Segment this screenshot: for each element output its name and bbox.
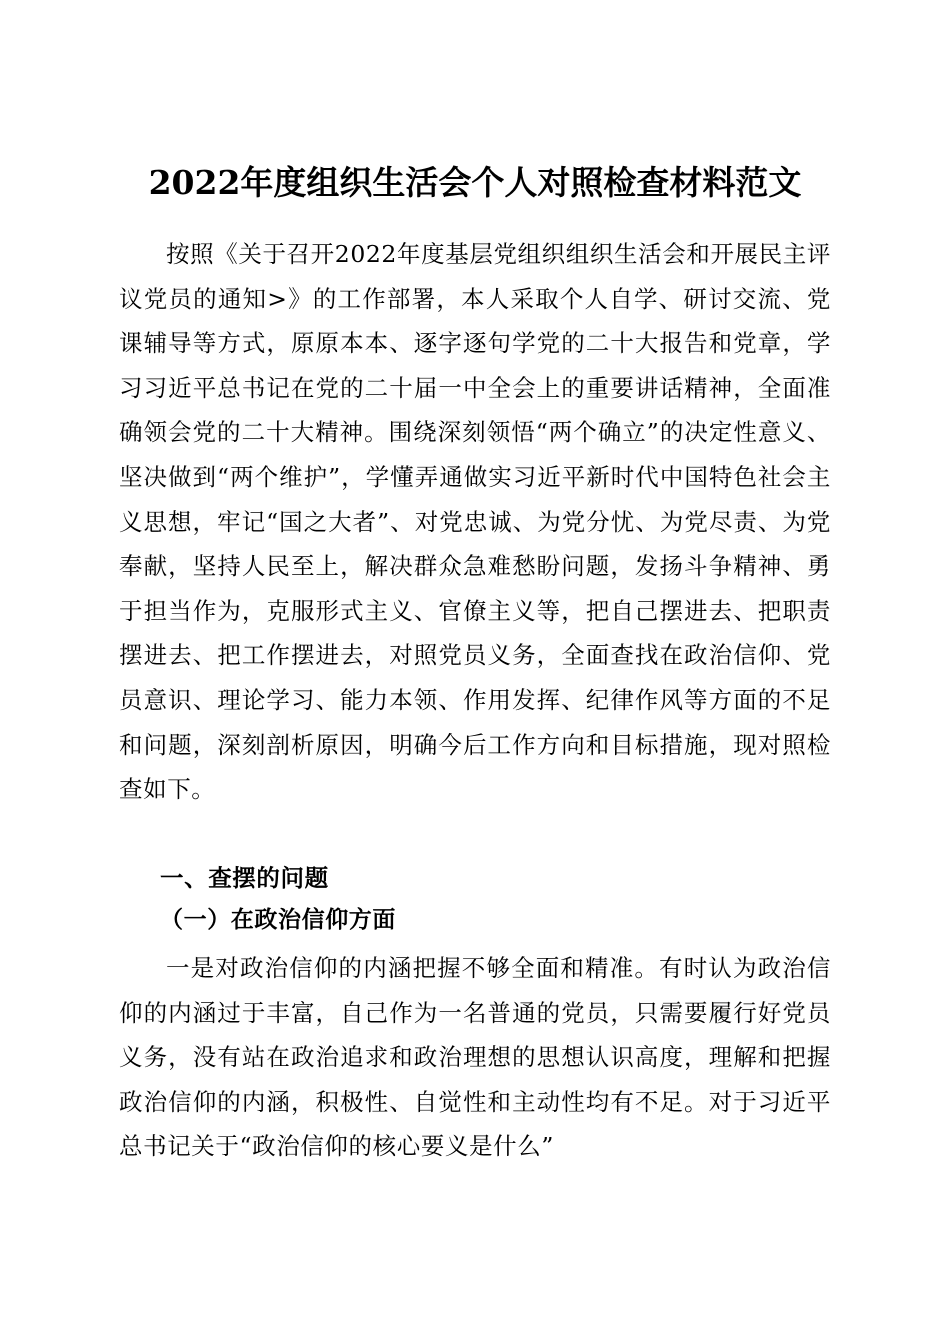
political-belief-paragraph: 一是对政治信仰的内涵把握不够全面和精准。有时认为政治信仰的内涵过于丰富，自己作为一名普通的党员，只需要履行好党员义务，没有站在政治追求和政治理想的思想认识高度，理解和把握政治信仰的内涵，积极性、自觉性和主动性均有不足。对于习近平总书记关于“政治信仰的核心要义是什么” [119,954,831,1161]
document-title: 2022年度组织生活会个人对照检查材料范文 [148,163,802,203]
section-heading-problems: 一、查摆的问题 [160,864,329,892]
subsection-heading-political-belief: （一）在政治信仰方面 [160,907,396,933]
intro-paragraph: 按照《关于召开2022年度基层党组织组织生活会和开展民主评议党员的通知>》的工作部署，本人采取个人自学、研讨交流、党课辅导等方式，原原本本、逐字逐句学党的二十大报告和党章，学习习近平总书记在党的二十届一中全会上的重要讲话精神，全面准确领会党的二十大精神。围绕深刻领悟“两个确立”的决定性意义、坚决做到“两个维护”，学懂弄通做实习近平新时代中国特色社会主义思想，牢记“国之大者”、对党忠诚、为党分忧、为党尽责、为党奉献，坚持人民至上，解决群众急难愁盼问题，发扬斗争精神、勇于担当作为，克服形式主义、官僚主义等，把自己摆进去、把职责摆进去、把工作摆进去，对照党员义务，全面查找在政治信仰、党员意识、理论学习、能力本领、作用发挥、纪律作风等方面的不足和问题，深刻剖析原因，明确今后工作方向和目标措施，现对照检查如下。 [119,240,831,804]
